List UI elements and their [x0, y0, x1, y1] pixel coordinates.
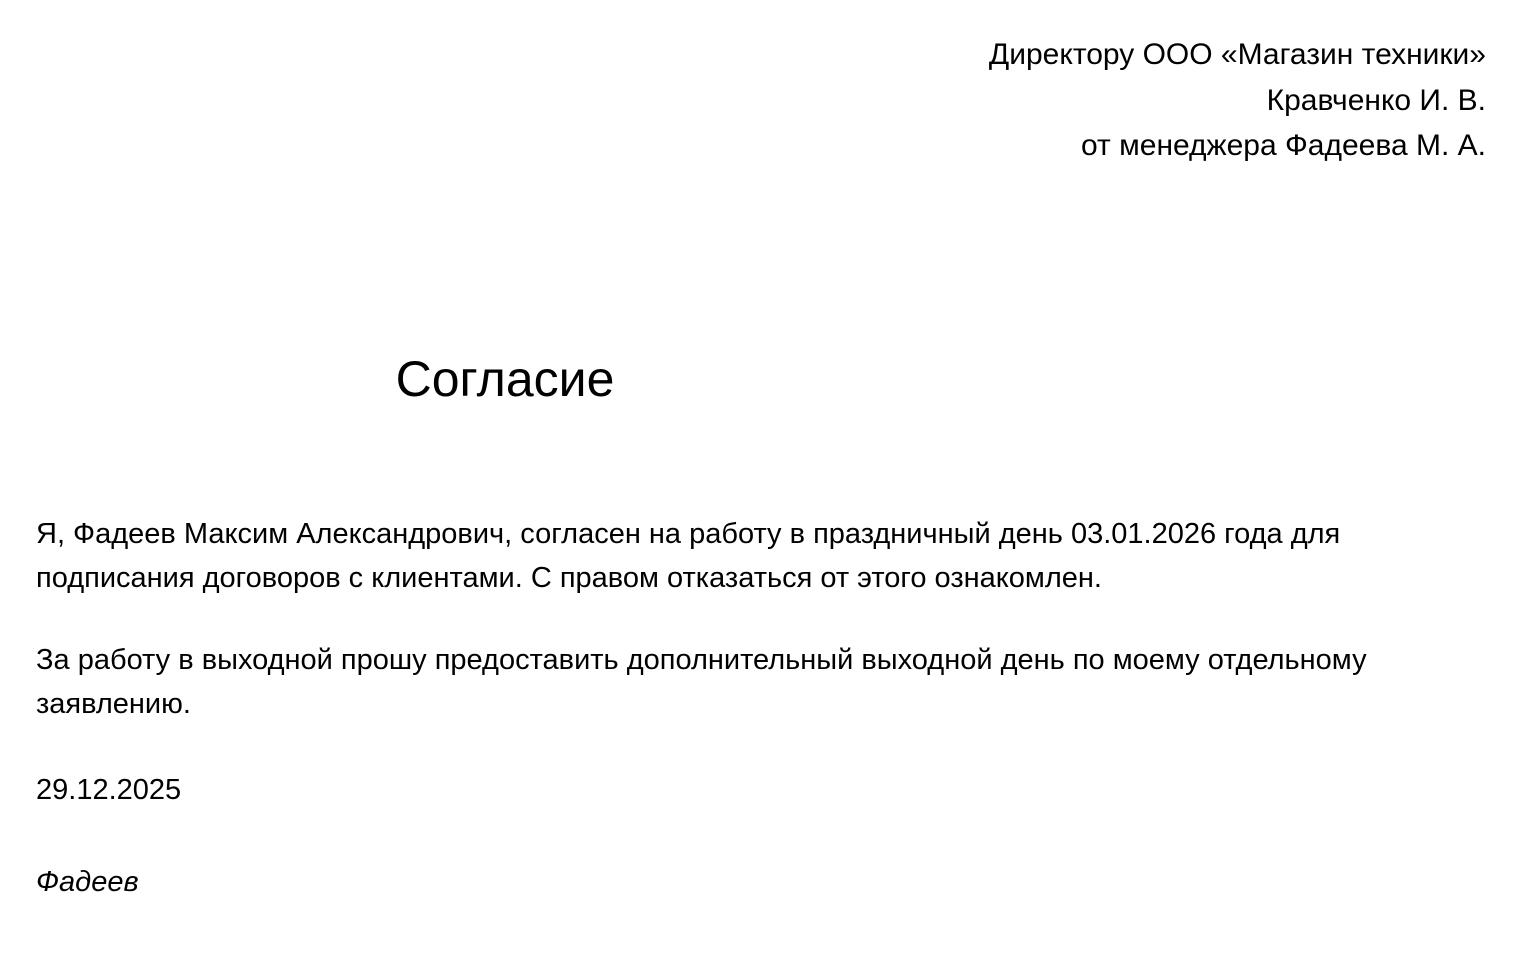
- body-paragraph-1: Я, Фадеев Максим Александрович, согласен на работу в праздничный день 03.01.2026 года для подписания договоров с клиентами. С правом отказаться от этого ознакомлен.: [36, 518, 1341, 595]
- signature: Фадеев: [36, 866, 139, 899]
- addressee-block: [989, 32, 1486, 169]
- document-date: 29.12.2025: [36, 774, 182, 807]
- document-body: [36, 512, 1456, 904]
- body-paragraph-2: За работу в выходной прошу предоставить дополнительный выходной день по моему отдельному заявлению.: [36, 644, 1367, 721]
- addressee-line-name: Кравченко И. В.: [1266, 83, 1486, 117]
- page-title: Согласие: [395, 351, 615, 407]
- addressee-line-director: Директору ООО «Магазин техники»: [988, 38, 1486, 71]
- addressee-line-from: от менеджера Фадеева М. А.: [1081, 129, 1486, 163]
